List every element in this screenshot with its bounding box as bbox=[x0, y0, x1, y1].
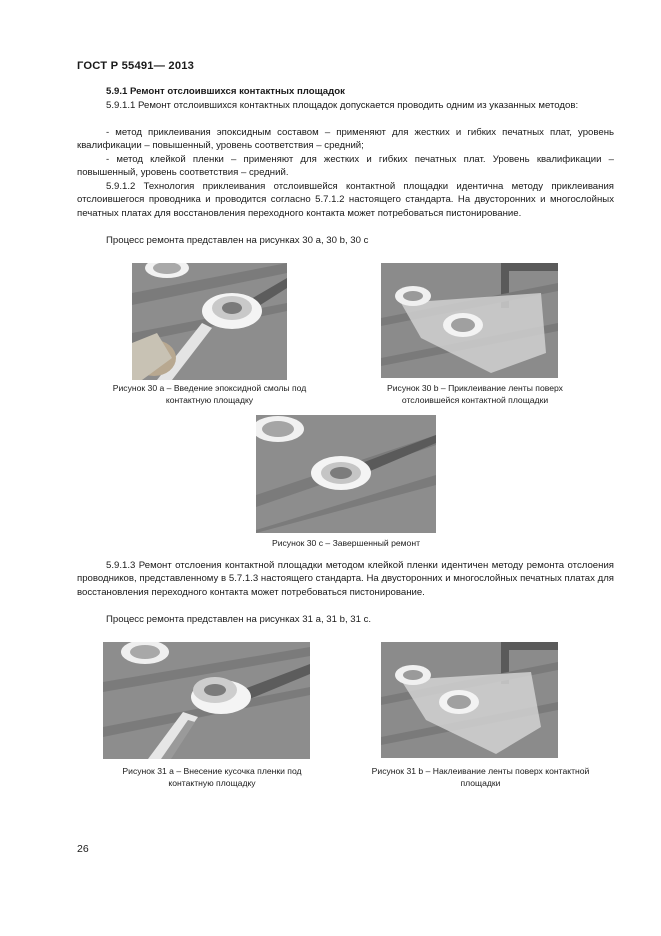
paragraph-process-30: Процесс ремонта представлен на рисунках 30 a, 30 b, 30 с bbox=[106, 235, 369, 246]
figure-31a-image bbox=[103, 642, 310, 759]
paragraph-5-9-1-3: 5.9.1.3 Ремонт отслоения контактной площадки методом клейкой пленки идентичен методу ремонта отслоения проводников, представленному в 5.7.1.3 настоящего стандарта. На двусторонних и многослойных печатных платах для восстановления переходного контакта может потребоваться пистонирование. bbox=[77, 560, 614, 598]
figure-30b-image bbox=[381, 263, 558, 378]
section-title: 5.9.1 Ремонт отслоившихся контактных площадок bbox=[106, 86, 345, 97]
paragraph-method-epoxy: - метод приклеивания эпоксидным составом – применяют для жестких и гибких печатных плат, уровень квалификации – повышенный, уровень соответствия – средний; bbox=[77, 127, 614, 152]
paragraph-5-9-1-2: 5.9.1.2 Технология приклеивания отслоившейся контактной площадки идентична методу приклеивания отслоившегося проводника и проводится согласно 5.7.1.2 настоящего стандарта. На двусторонних и многослойных печатных платах для восстановления переходного контакта может потребоваться пистонирование. bbox=[77, 181, 614, 219]
paragraph-5-9-1-1: 5.9.1.1 Ремонт отслоившихся контактных площадок допускается проводить одним из указанных методов: bbox=[106, 100, 579, 111]
figure-30a-caption: Рисунок 30 a – Введение эпоксидной смолы под контактную площадку bbox=[112, 383, 307, 405]
figure-31a-caption: Рисунок 31 a – Внесение кусочка пленки под контактную площадку bbox=[122, 766, 302, 788]
figure-31b-caption: Рисунок 31 b – Наклеивание ленты поверх контактной площадки bbox=[371, 766, 590, 788]
paragraph-method-film: - метод клейкой пленки – применяют для жестких и гибких печатных плат. Уровень квалификации – повышенный, уровень соответствия – средний. bbox=[77, 154, 614, 179]
figure-30a-image bbox=[132, 263, 287, 380]
figure-30c-caption: Рисунок 30 c – Завершенный ремонт bbox=[271, 538, 421, 548]
figure-30c-image bbox=[256, 415, 436, 533]
figure-31b-image bbox=[381, 642, 558, 758]
paragraph-process-31: Процесс ремонта представлен на рисунках 31 a, 31 b, 31 c. bbox=[106, 614, 372, 625]
page-number: 26 bbox=[77, 843, 89, 855]
figure-30b-caption: Рисунок 30 b – Приклеивание ленты поверх отслоившейся контактной площадки bbox=[387, 383, 563, 405]
document-header: ГОСТ Р 55491— 2013 bbox=[77, 60, 195, 72]
